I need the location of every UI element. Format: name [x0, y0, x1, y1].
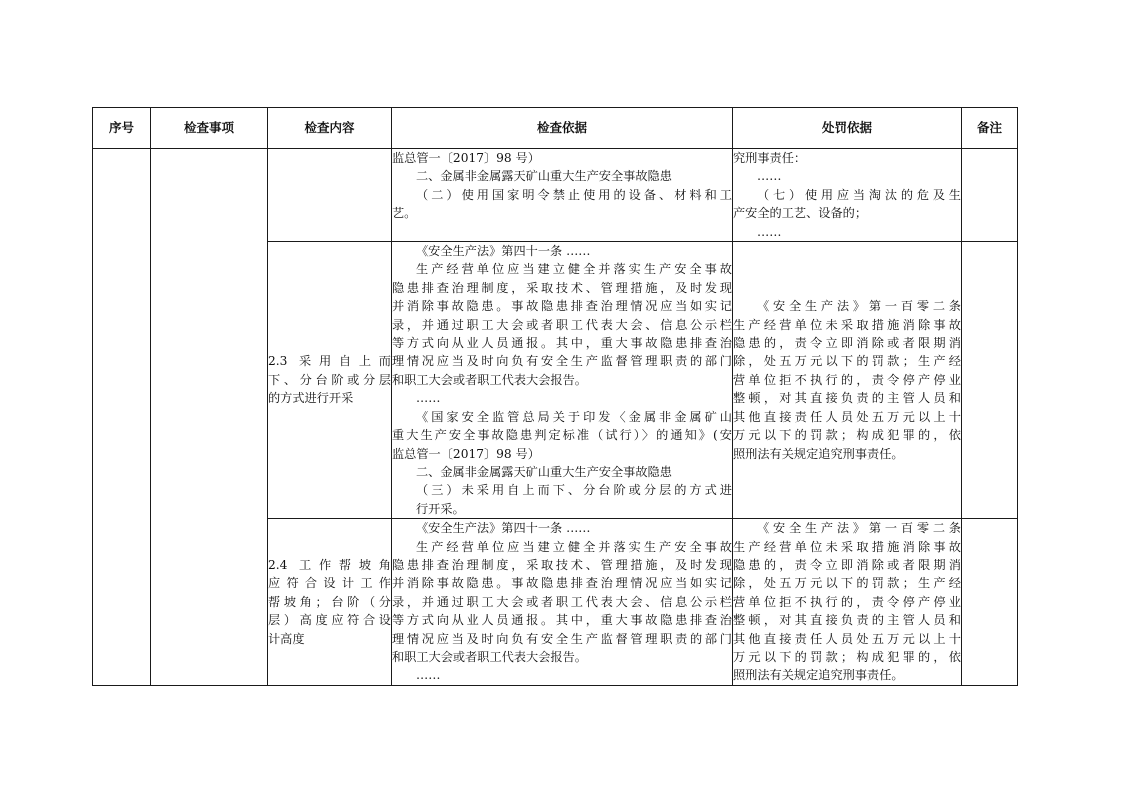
basis-line: 等方式向从业人员通报。其中，重大事故隐患排查治	[392, 336, 732, 351]
penalty-line: 《安全生产法》第一百零二条	[757, 521, 961, 536]
basis-line: 《国家安全监管总局关于印发〈金属非金属矿山	[416, 409, 732, 424]
basis-line: 重大生产安全事故隐患判定标准（试行）〉的通知》(安	[392, 428, 732, 443]
content-line: 帮坡角；台阶（分	[268, 594, 391, 609]
content-line: 应符合设计工作	[268, 576, 391, 591]
penalty-line: 其他直接责任人员处五万元以上十	[733, 631, 961, 646]
penalty-line: 整顿，对其直接负责的主管人员和	[733, 613, 961, 628]
content-line: 2.3 采用自上而	[268, 354, 391, 369]
cell-note	[962, 149, 1018, 242]
header-no: 序号	[93, 108, 151, 149]
penalty-line: ……	[757, 169, 782, 184]
penalty-line: 生产经营单位未采取措施消除事故	[733, 539, 961, 554]
cell-basis	[392, 242, 733, 519]
basis-line: ……	[416, 391, 441, 406]
basis-line: 和职工大会或者职工代表大会报告。	[392, 649, 587, 664]
basis-line: 《安全生产法》第四十一条 ……	[416, 521, 591, 536]
basis-line: （三）未采用自上而下、分台阶或分层的方式进	[416, 483, 732, 498]
header-penalty: 处罚依据	[733, 108, 962, 149]
cell-penalty	[733, 242, 962, 519]
basis-line: 和职工大会或者职工代表大会报告。	[392, 372, 587, 387]
cell-note	[962, 519, 1018, 686]
penalty-line: 生产经营单位未采取措施消除事故	[733, 317, 961, 332]
penalty-line: 照刑法有关规定追究刑事责任。	[733, 668, 904, 683]
penalty-line: 除，处五万元以下的罚款；生产经	[733, 354, 961, 369]
basis-line: 录，并通过职工大会或者职工代表大会、信息公示栏	[392, 317, 732, 332]
content-line: 的方式进行开采	[268, 391, 354, 406]
basis-line: （二）使用国家明令禁止使用的设备、材料和工	[416, 187, 732, 202]
cell-basis	[392, 519, 733, 686]
penalty-line: 除，处五万元以下的罚款；生产经	[733, 576, 961, 591]
basis-line: 等方式向从业人员通报。其中，重大事故隐患排查治	[392, 613, 732, 628]
basis-line: 监总管一〔2017〕98 号）	[392, 151, 540, 165]
table-row	[93, 149, 1018, 242]
penalty-line: 营单位拒不执行的，责令停产停业	[733, 372, 961, 387]
header-row	[93, 108, 1018, 149]
cell-no	[93, 149, 151, 686]
penalty-line: 《安全生产法》第一百零二条	[757, 299, 961, 314]
penalty-line: 万元以下的罚款；构成犯罪的，依	[733, 428, 961, 443]
cell-penalty	[733, 149, 962, 242]
basis-line: 并消除事故隐患。事故隐患排查治理情况应当如实记	[392, 299, 732, 314]
basis-line: 隐患排查治理制度，采取技术、管理措施，及时发现	[392, 557, 732, 572]
basis-line: 生产经营单位应当建立健全并落实生产安全事故	[416, 262, 732, 277]
penalty-line: 照刑法有关规定追究刑事责任。	[733, 446, 904, 461]
basis-line: 录，并通过职工大会或者职工代表大会、信息公示栏	[392, 594, 732, 609]
cell-penalty	[733, 519, 962, 686]
content-line: 层）高度应符合设	[268, 613, 391, 628]
header-item: 检查事项	[151, 108, 268, 149]
penalty-line: 整顿，对其直接负责的主管人员和	[733, 391, 961, 406]
cell-basis	[392, 149, 733, 242]
cell-item	[151, 149, 268, 686]
penalty-line: 其他直接责任人员处五万元以上十	[733, 409, 961, 424]
basis-line: 艺。	[392, 206, 417, 221]
basis-line: 二、金属非金属露天矿山重大生产安全事故隐患	[416, 169, 672, 184]
cell-content	[268, 242, 392, 519]
cell-note	[962, 242, 1018, 519]
penalty-line: 营单位拒不执行的，责令停产停业	[733, 594, 961, 609]
penalty-line: 万元以下的罚款；构成犯罪的，依	[733, 649, 961, 664]
penalty-line: 究刑事责任：	[733, 151, 807, 165]
penalty-line: （七）使用应当淘汰的危及生	[757, 187, 961, 202]
basis-line: 二、金属非金属露天矿山重大生产安全事故隐患	[416, 464, 672, 479]
content-line: 2.4 工作帮坡角	[268, 557, 391, 572]
cell-content	[268, 149, 392, 242]
basis-line: 监总管一〔2017〕98 号）	[392, 446, 540, 461]
header-basis: 检查依据	[392, 108, 733, 149]
header-note: 备注	[962, 108, 1018, 149]
basis-line: 行开采。	[416, 501, 465, 516]
basis-line: ……	[416, 668, 441, 683]
penalty-line: 隐患的，责令立即消除或者限期消	[733, 557, 961, 572]
basis-line: 生产经营单位应当建立健全并落实生产安全事故	[416, 539, 732, 554]
content-line: 计高度	[268, 631, 305, 646]
header-content: 检查内容	[268, 108, 392, 149]
cell-content	[268, 519, 392, 686]
basis-line: 《安全生产法》第四十一条 ……	[416, 244, 591, 259]
basis-line: 并消除事故隐患。事故隐患排查治理情况应当如实记	[392, 576, 732, 591]
content-line: 下、分台阶或分层	[268, 372, 391, 387]
penalty-line: 隐患的，责令立即消除或者限期消	[733, 336, 961, 351]
basis-line: 理情况应当及时向负有安全生产监督管理职责的部门	[392, 354, 732, 369]
basis-line: 隐患排查治理制度，采取技术、管理措施，及时发现	[392, 280, 732, 295]
basis-line: 理情况应当及时向负有安全生产监督管理职责的部门	[392, 631, 732, 646]
penalty-line: 产安全的工艺、设备的；	[733, 206, 868, 221]
inspection-table	[92, 107, 1018, 686]
penalty-line: ……	[757, 224, 782, 239]
